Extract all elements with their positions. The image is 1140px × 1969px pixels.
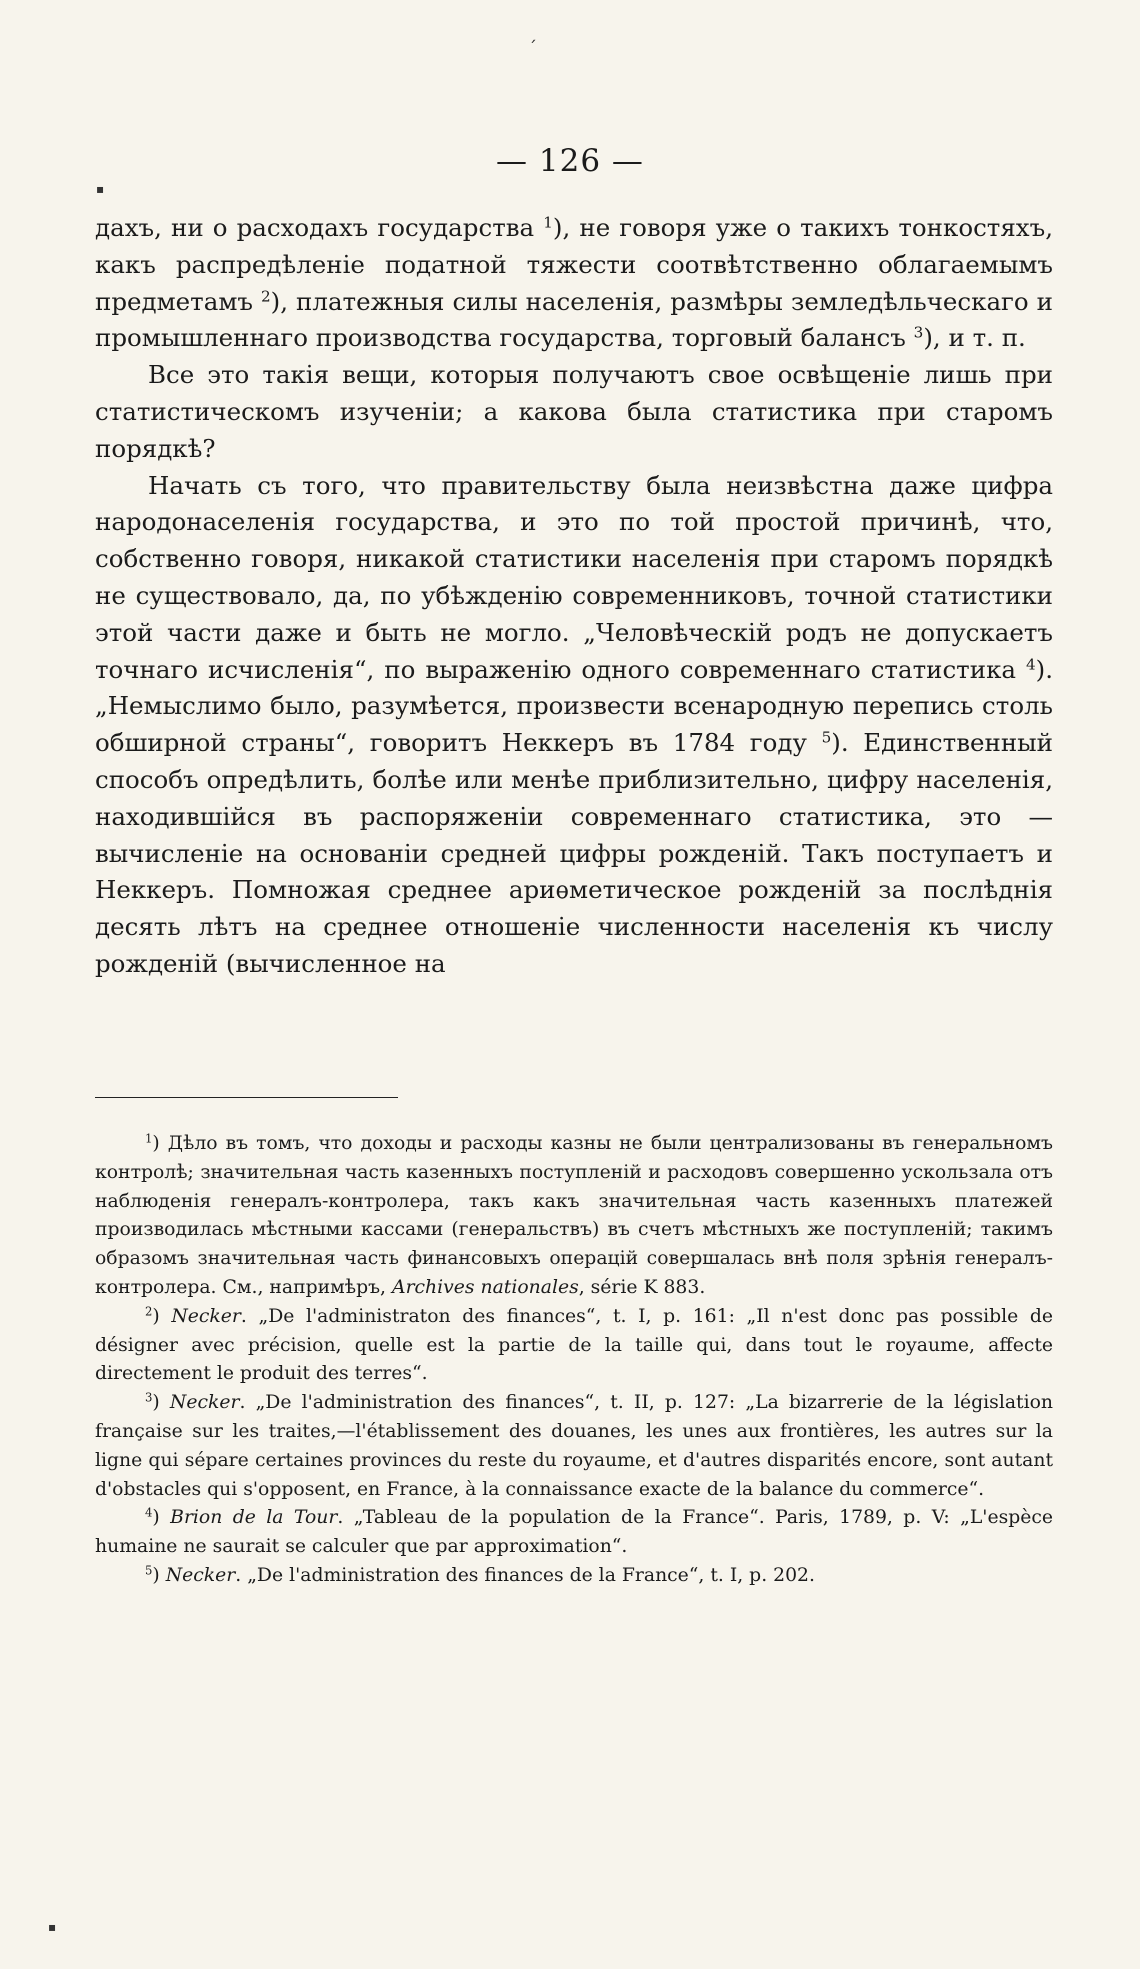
main-text bbox=[95, 210, 1053, 983]
paragraph-1: дахъ, ни о расходахъ государства $^1$), не говоря уже о такихъ тонкостяхъ, какъ распредѣленіе податной тяжести соотвѣтственно облагаемымъ предметамъ $^2$), платежныя силы населенія, размѣры земледѣльческаго и промышленнаго производства государства, торговый балансъ $^3$), и т. п. bbox=[95, 213, 1053, 353]
footnote-3: $^3$) Necker. „De l'administration des finances“, t. II, p. 127: „La bizarrerie de la législation française sur les traites,—l'établissement des douanes, les unes aux frontières, les autres sur la ligne qui sépare certaines provinces du reste du royaume, et d'autres disparités encore, sont autant d'obstacles qui s'opposent, en France, à la connaissance exacte de la balance du commerce“. bbox=[95, 1390, 1053, 1500]
footnote-ref-4: 4 bbox=[1025, 655, 1036, 674]
footnote-ref-2: 2 bbox=[261, 287, 271, 306]
footnote-2: $^2$) Necker. „De l'administraton des finances“, t. I, p. 161: „Il n'est donc pas possible de désigner avec précision, quelle est la partie de la taille qui, dans tout le royaume, affecte directement le produit des terres“. bbox=[95, 1304, 1053, 1385]
footnote-ref-3: 3 bbox=[913, 324, 924, 343]
footnote-separator bbox=[95, 1097, 398, 1098]
footnote-ref-5: 5 bbox=[821, 728, 832, 747]
footnotes bbox=[95, 1130, 1053, 1591]
footnote-1: $^1$) Дѣло въ томъ, что доходы и расходы казны не были централизованы въ генеральномъ контролѣ; значительная часть казенныхъ поступленій и расходовъ совершенно ускользала отъ наблюденія генералъ-контролера, такъ какъ значительная часть казенныхъ платежей производилась мѣстными кассами (генеральствъ) въ счетъ мѣстныхъ же поступленій; такимъ образомъ значительная часть финансовыхъ операцій совершалась внѣ поля зрѣнія генералъ-контролера. См., напримѣръ, Archives nationales, série K 883. bbox=[95, 1131, 1053, 1298]
footnote-5: $^5$) Necker. „De l'administration des finances de la France“, t. I, p. 202. bbox=[145, 1563, 815, 1586]
paragraph-3: Начать съ того, что правительству была неизвѣстна даже цифра народонаселенія государства, и это по той простой причинѣ, что, собственно говоря, никакой статистики населенія при старомъ порядкѣ не существовало, да, по убѣжденію современниковъ, точной статистики этой части даже и быть не могло. „Человѣческій родъ не допускаетъ точнаго исчисленія“, по выраженію одного современнаго статистика $^4$). „Немыслимо было, разумѣется, произвести всенародную перепись столь обширной страны“, говоритъ Неккеръ въ 1784 году $^5$). Единственный способъ опредѣлить, болѣе или менѣе приблизительно, цифру населенія, находившійся въ распоряженіи современнаго статистика, это — вычисленіе на основаніи средней цифры рожденій. Такъ поступаетъ и Неккеръ. Помножая среднее ариѳметическое рожденій за послѣднія десять лѣтъ на среднее отношеніе численности населенія къ числу рожденій (вычисленное на bbox=[95, 470, 1053, 978]
footnote-4: $^4$) Brion de la Tour. „Tableau de la population de la France“. Paris, 1789, p. V: „L'espèce humaine ne saurait se calculer que par approximation“. bbox=[95, 1505, 1053, 1558]
paragraph-2: Все это такія вещи, которыя получаютъ свое освѣщеніе лишь при статистическомъ изученіи; а какова была статистика при старомъ порядкѣ? bbox=[95, 360, 1053, 463]
speck-mark: ˊ bbox=[528, 38, 537, 59]
speck-mark: ▪ bbox=[48, 1920, 57, 1934]
speck-mark: ▪ bbox=[96, 182, 105, 196]
footnote-ref-1: 1 bbox=[543, 213, 553, 232]
page-number: — 126 — bbox=[496, 143, 644, 179]
